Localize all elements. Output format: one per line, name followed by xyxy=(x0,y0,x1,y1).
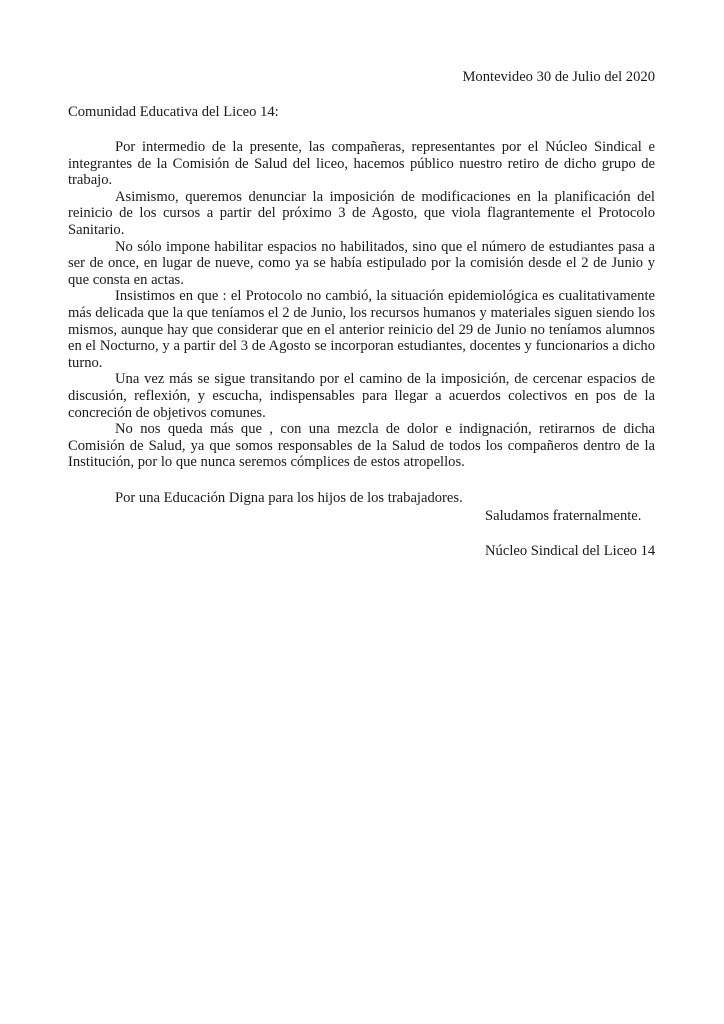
letter-salutation: Comunidad Educativa del Liceo 14: xyxy=(68,104,279,120)
closing-motto: Por una Educación Digna para los hijos de los trabajadores. xyxy=(115,490,463,506)
body-paragraph: Por intermedio de la presente, las compañeras, representantes por el Núcleo Sindical e integrantes de la Comisión de Salud del liceo, hacemos público nuestro retiro de dicho grupo de trabajo. xyxy=(68,139,655,189)
body-paragraph: No sólo impone habilitar espacios no habilitados, sino que el número de estudiantes pasa a ser de once, en lugar de nueve, como ya se había estipulado por la comisión desde el 2 de Junio y que consta en actas. xyxy=(68,238,655,288)
body-paragraph: Insistimos en que : el Protocolo no cambió, la situación epidemiológica es cualitativamente más delicada que la que teníamos el 2 de Junio, los recursos humanos y materiales siguen siendo los mismos, aunque hay que considerar que en el anterior reinicio del 29 de Junio no teníamos alumnos en el Nocturno, y a partir del 3 de Agosto se incorporan estudiantes, docentes y funcionarios a dicho turno. xyxy=(68,288,655,371)
body-paragraph: Una vez más se sigue transitando por el camino de la imposición, de cercenar espacios de discusión, reflexión, y escucha, indispensables para llegar a acuerdos colectivos en pos de la concreción de objetivos comunes. xyxy=(68,371,655,421)
closing-greeting: Saludamos fraternalmente. xyxy=(485,508,642,524)
body-paragraph: No nos queda más que , con una mezcla de dolor e indignación, retirarnos de dicha Comisión de Salud, ya que somos responsables de la Salud de todos los compañeros dentro de la Institución, por lo que nunca seremos cómplices de estos atropellos. xyxy=(68,421,655,471)
body-paragraph: Asimismo, queremos denunciar la imposición de modificaciones en la planificación del reinicio de los cursos a partir del próximo 3 de Agosto, que viola flagrantemente el Protocolo Sanitario. xyxy=(68,188,655,238)
letter-date: Montevideo 30 de Julio del 2020 xyxy=(462,69,655,85)
signature: Núcleo Sindical del Liceo 14 xyxy=(485,543,656,559)
letter-body xyxy=(68,139,655,471)
